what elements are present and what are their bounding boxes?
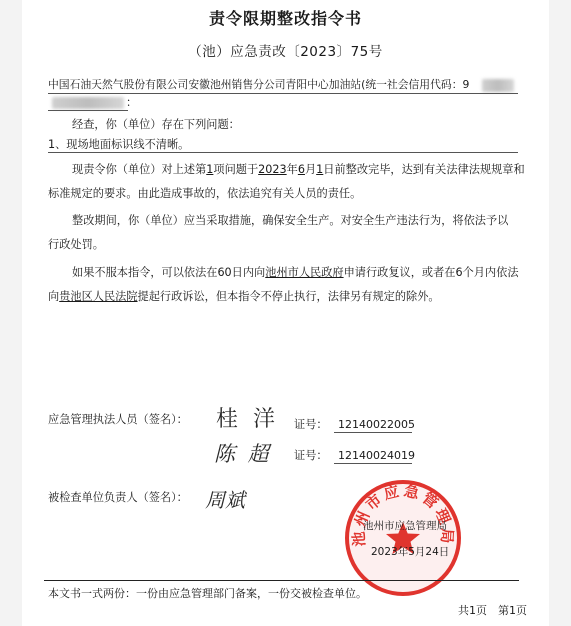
viewer-left-margin	[0, 0, 22, 626]
officer-signature-label: 应急管理执法人员（签名）：	[48, 413, 188, 426]
inspected-signature-label: 被检查单位负责人（签名）：	[48, 491, 188, 504]
page-indicator: 共1页 第1页	[458, 604, 527, 617]
officer2-signature: 陈 超	[214, 442, 272, 466]
officer1-signature: 桂 洋	[216, 407, 279, 432]
document-number: （池）应急责改〔2023〕75号	[188, 44, 383, 60]
recipient-underline-2	[48, 110, 128, 111]
inspected-signature: 周斌	[205, 488, 245, 512]
cert-number-1: 12140022005	[338, 418, 415, 431]
found-intro: 经查，你（单位）存在下列问题：	[72, 118, 240, 131]
order-paragraph-line2: 标准规定的要求。由此造成事故的，依法追究有关人员的责任。	[48, 187, 362, 200]
issue-underline	[48, 152, 518, 153]
recipient-underline	[48, 93, 518, 94]
footer-divider	[44, 580, 519, 581]
cert-underline-1	[334, 432, 412, 433]
period-paragraph-line1: 整改期间，你（单位）应当采取措施，确保安全生产。对安全生产违法行为，将依法予以	[72, 214, 509, 227]
issue-date: 2023年5月24日	[371, 546, 450, 558]
viewer-right-margin	[549, 0, 571, 626]
redacted-credit-code-cont	[52, 97, 124, 109]
appeal-paragraph-line2: 向贵池区人民法院提起行政诉讼，但本指令不停止执行，法律另有规定的除外。	[48, 290, 440, 303]
cert-number-2: 12140024019	[338, 449, 415, 462]
cert-underline-2	[334, 463, 412, 464]
cert-label-2: 证号：	[294, 449, 328, 462]
issue-item-1: 1、现场地面标识线不清晰。	[48, 138, 190, 151]
redacted-credit-code	[482, 79, 514, 92]
footer-note: 本文书一式两份：一份由应急管理部门备案，一份交被检查单位。	[48, 587, 367, 600]
svg-text:池州市应急管理局: 池州市应急管理局	[349, 481, 457, 547]
recipient-line: 中国石油天然气股份有限公司安徽池州销售分公司青阳中心加油站(统一社会信用代码：9	[48, 78, 470, 91]
appeal-paragraph-line1: 如果不服本指令，可以依法在60日内向池州市人民政府申请行政复议，或者在6个月内依法	[72, 266, 519, 279]
issuing-authority: 池州市应急管理局	[363, 520, 447, 532]
cert-label-1: 证号：	[294, 418, 328, 431]
period-paragraph-line2: 行政处罚。	[48, 238, 104, 251]
document-title: 责令限期整改指令书	[208, 9, 362, 28]
recipient-line-end: ：	[126, 96, 138, 109]
order-paragraph-line1: 现责令你（单位）对上述第1项问题于2023年6月1日前整改完毕，达到有关法律法规规章和	[72, 163, 525, 176]
